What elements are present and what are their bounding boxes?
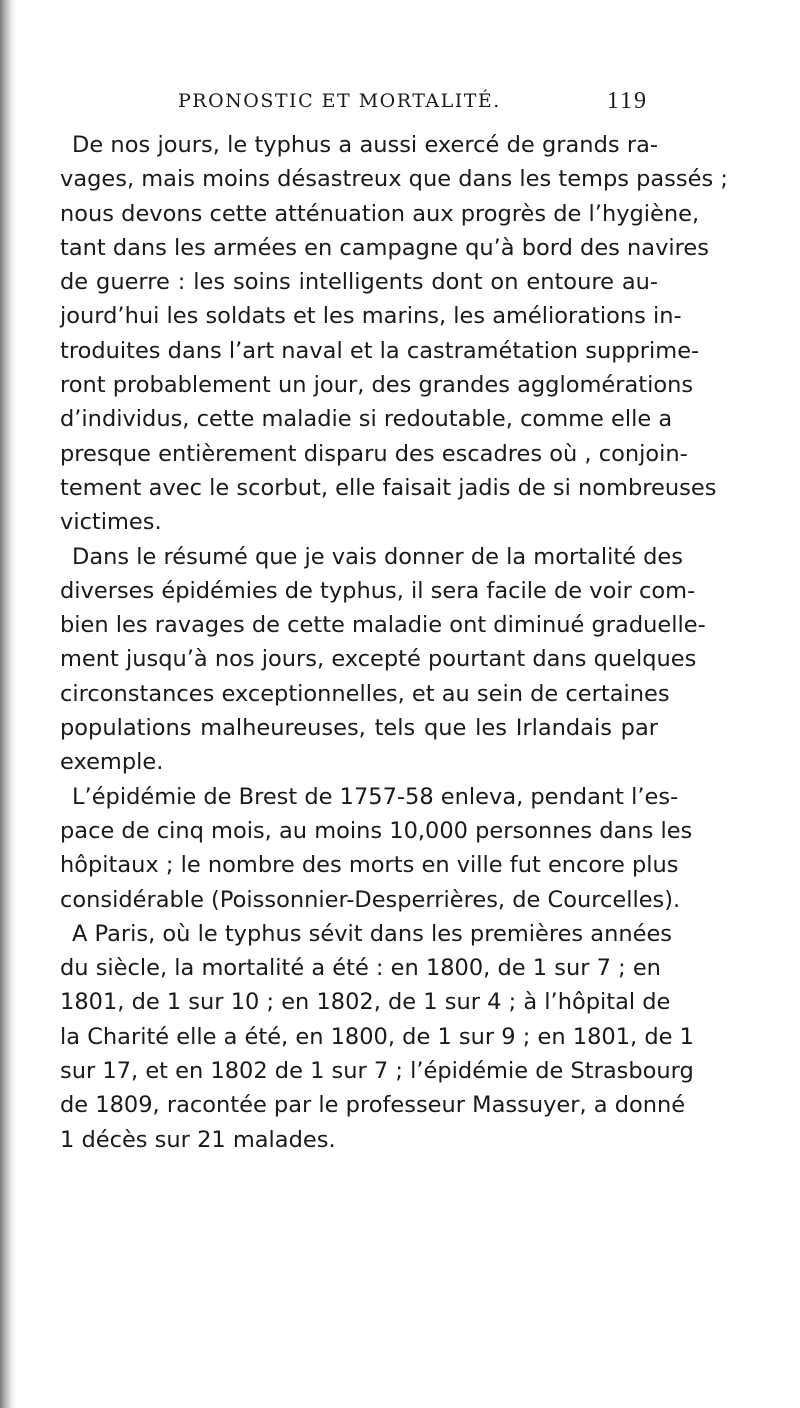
- text-line: victimes.: [60, 509, 162, 536]
- text-line: troduites dans l’art naval et la castramétation supprime-: [60, 337, 700, 364]
- text-line: diverses épidémies de typhus, il sera facile de voir com-: [60, 577, 696, 604]
- body-text: [60, 128, 728, 1157]
- page-edge-shadow: [0, 0, 16, 1408]
- text-line: ment jusqu’à nos jours, excepté pourtant dans quelques: [60, 646, 697, 673]
- text-line: 1 décès sur 21 malades.: [60, 1126, 336, 1153]
- page-header: [178, 84, 648, 118]
- text-line: Dans le résumé que je vais donner de la mortalité des: [72, 543, 683, 570]
- running-head: PRONOSTIC ET MORTALITÉ.: [178, 90, 501, 112]
- text-line: du siècle, la mortalité a été : en 1800, de 1 sur 7 ; en: [60, 955, 661, 982]
- text-line: ront probablement un jour, des grandes agglomérations: [60, 372, 694, 399]
- text-line: considérable (Poissonnier-Desperrières, de Courcelles).: [60, 886, 681, 913]
- text-line: A Paris, où le typhus sévit dans les premières années: [72, 920, 673, 947]
- text-line: d’individus, cette maladie si redoutable, comme elle a: [60, 406, 673, 433]
- page-number: 119: [606, 87, 648, 114]
- text-line: 1801, de 1 sur 10 ; en 1802, de 1 sur 4 ; à l’hôpital de: [60, 989, 671, 1016]
- text-line: L’épidémie de Brest de 1757-58 enleva, pendant l’es-: [72, 783, 679, 810]
- text-line: exemple.: [60, 749, 164, 776]
- text-line: populations malheureuses, tels que les Irlandais par: [60, 715, 658, 742]
- text-line: de guerre : les soins intelligents dont on entoure au-: [60, 269, 658, 296]
- text-line: presque entièrement disparu des escadres où , conjoin-: [60, 440, 688, 467]
- text-line: sur 17, et en 1802 de 1 sur 7 ; l’épidémie de Strasbourg: [60, 1058, 694, 1085]
- text-line: tement avec le scorbut, elle faisait jadis de si nombreuses: [60, 474, 717, 501]
- text-line: jourd’hui les soldats et les marins, les améliorations in-: [60, 303, 682, 330]
- text-line: bien les ravages de cette maladie ont diminué graduelle-: [60, 612, 706, 639]
- text-line: vages, mais moins désastreux que dans les temps passés ;: [60, 166, 728, 193]
- text-line: De nos jours, le typhus a aussi exercé de grands ra-: [72, 132, 658, 158]
- text-line: nous devons cette atténuation aux progrès de l’hygiène,: [60, 200, 700, 227]
- text-line: pace de cinq mois, au moins 10,000 personnes dans les: [60, 817, 693, 844]
- text-line: la Charité elle a été, en 1800, de 1 sur 9 ; en 1801, de 1: [60, 1023, 694, 1050]
- text-line: hôpitaux ; le nombre des morts en ville fut encore plus: [60, 852, 679, 879]
- text-line: tant dans les armées en campagne qu’à bord des navires: [60, 234, 709, 261]
- text-line: circonstances exceptionnelles, et au sein de certaines: [60, 680, 670, 707]
- text-line: de 1809, racontée par le professeur Massuyer, a donné: [60, 1092, 686, 1119]
